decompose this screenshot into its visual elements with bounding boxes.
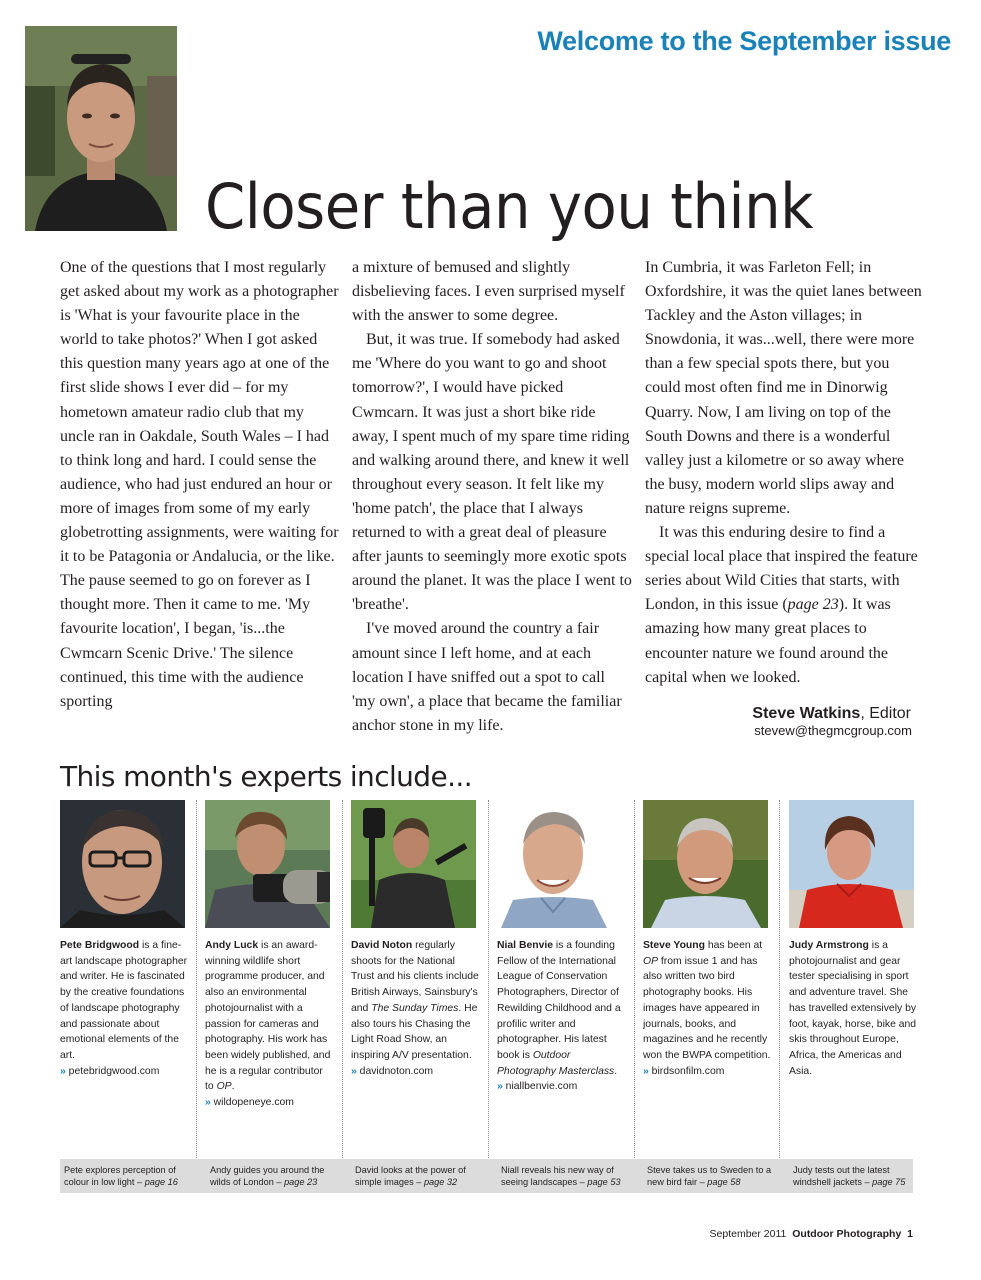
chevron-right-icon: » xyxy=(60,1065,66,1077)
article-paragraph: a mixture of bemused and slightly disbelieving faces. I even surprised myself with the answer to some degree. xyxy=(352,259,625,325)
expert-bio-text: is an award-winning wildlife short programme producer, and also an environmental photojournalist with a passion for cameras and photography. His work has been widely published, and he is a regular contributor to xyxy=(205,940,331,1093)
expert-link[interactable] xyxy=(351,1064,479,1080)
chevron-right-icon: » xyxy=(497,1081,503,1093)
expert-photo xyxy=(60,800,185,928)
teaser-text: Pete explores perception of colour in low light – xyxy=(64,1165,176,1187)
teaser-andy xyxy=(210,1165,338,1188)
page-footer xyxy=(710,1228,913,1240)
column-divider xyxy=(634,800,635,1192)
expert-bio-text: is a photojournalist and gear tester specialising in sport and adventure travel. She has travelled extensively by foot, kayak, horse, bike and skis throughout Europe, Africa, the Americas and Asia. xyxy=(789,940,917,1077)
article-paragraph: One of the questions that I most regularly get asked about my work as a photographer is 'What is your favourite place in the world to take photos?' When I got asked this question many years ago at one of the first slide shows I ever did – for my hometown amateur radio club that my uncle ran in Oakdale, South Wales – I had to think long and hard. I could sense the audience, who had just endured an hour or more of images from some of my early globetrotting assignments, were waiting for it to be Patagonia or Andalucia, or the like. The pause seemed to go on forever as I thought more. Then it came to me. 'My favourite location', I began, 'is...the Cwmcarn Scenic Drive.' The silence continued, this time with the audience sporting xyxy=(60,259,339,710)
footer-magazine: Outdoor Photography xyxy=(792,1228,902,1240)
column-divider xyxy=(779,800,780,1192)
article-column-2 xyxy=(352,256,632,738)
editor-name: Steve Watkins xyxy=(752,705,861,722)
expert-name: Nial Benvie xyxy=(497,940,554,951)
teaser-text: David looks at the power of simple images – xyxy=(355,1165,466,1187)
expert-bio-text: regularly shoots for the National Trust and his clients include British Airways, Sainsbury's and xyxy=(351,940,479,1014)
page-reference: page 23 xyxy=(787,596,839,614)
expert-bio-text: . He also tours his Chasing the Light Road Show, an inspiring A/V presentation. xyxy=(351,1002,478,1061)
expert-bio-text: . xyxy=(231,1081,235,1093)
expert-link-text[interactable]: petebridgwood.com xyxy=(68,1065,160,1077)
experts-heading: This month's experts include... xyxy=(60,760,473,793)
footer-date: September 2011 xyxy=(709,1228,787,1240)
paragraph-text: It was this enduring desire to find a special local place that inspired the feature series about Wild Cities that starts, with London, in this issue ( xyxy=(645,524,918,614)
expert-card-david xyxy=(351,800,479,1079)
article-paragraph: But, it was true. If somebody had asked me 'Where do you want to go and shoot tomorrow?', I would have picked Cwmcarn. It was just a short bike ride away, I spent much of my spare time riding and walking around there, and knew it well throughout every season. It felt like my 'home patch', the place that I always returned to with a great deal of pleasure after jaunts to seemingly more exotic spots around the planet. It was the place I went to 'breathe'. xyxy=(352,331,632,614)
expert-photo xyxy=(789,800,914,928)
teaser-pete xyxy=(64,1165,192,1188)
expert-bio xyxy=(60,938,188,1064)
article-paragraph xyxy=(645,521,925,690)
expert-link-text[interactable]: wildopeneye.com xyxy=(213,1097,294,1109)
teaser-david xyxy=(355,1165,483,1188)
expert-card-steve xyxy=(643,800,771,1079)
chevron-right-icon: » xyxy=(205,1097,211,1109)
teaser-judy xyxy=(793,1165,921,1188)
expert-name: Andy Luck xyxy=(205,940,259,951)
column-divider xyxy=(196,800,197,1192)
expert-bio-text: has been at xyxy=(704,940,763,951)
expert-card-andy xyxy=(205,800,333,1111)
chevron-right-icon: » xyxy=(351,1065,357,1077)
expert-bio-text: from issue 1 and has also written two bird photography books. His images have appeared in journals, books, and magazines and he recently won the BWPA competition. xyxy=(643,955,771,1061)
article-column-3 xyxy=(645,256,925,690)
issue-title: Welcome to the September issue xyxy=(537,26,951,56)
expert-link[interactable] xyxy=(205,1095,333,1111)
editor-email[interactable]: stevew@thegmcgroup.com xyxy=(754,723,912,738)
expert-bio-text: is a fine-art landscape photographer and writer. He is fascinated by the creative foundations of landscape photography and passionate about emotional elements of the art. xyxy=(60,940,188,1061)
teaser-steve xyxy=(647,1165,775,1188)
expert-photo xyxy=(205,800,330,928)
article-column-1 xyxy=(60,256,340,714)
teaser-text: Niall reveals his new way of seeing landscapes – xyxy=(501,1165,614,1187)
expert-photo xyxy=(351,800,476,928)
expert-bio-italic: The Sunday Times xyxy=(371,1002,459,1014)
teaser-page: page 32 xyxy=(423,1176,458,1187)
expert-card-judy xyxy=(789,800,917,1079)
expert-bio-text: . xyxy=(614,1065,618,1077)
article-paragraph: In Cumbria, it was Farleton Fell; in Oxfordshire, it was the quiet lanes between Tackley and the Aston villages; in Snowdonia, it was...well, there were more than a few special spots there, but you could most often find me in Dinorwig Quarry. Now, I am living on top of the South Downs and there is a wonderful valley just a kilometre or so away where the busy, modern world slips away and nature reigns supreme. xyxy=(645,259,922,517)
teaser-page: page 75 xyxy=(872,1176,906,1187)
teaser-text: Steve takes us to Sweden to a new bird fair – xyxy=(647,1165,772,1187)
expert-photo xyxy=(497,800,622,928)
teaser-page: page 53 xyxy=(587,1176,621,1187)
expert-bio-italic: Outdoor Photography Masterclass xyxy=(497,1049,615,1077)
expert-bio xyxy=(497,938,625,1079)
teaser-page: page 23 xyxy=(284,1176,318,1187)
column-divider xyxy=(342,800,343,1192)
expert-link[interactable] xyxy=(497,1079,625,1095)
expert-name: Pete Bridgwood xyxy=(60,940,140,951)
teaser-nial xyxy=(501,1165,629,1188)
expert-bio-italic: OP xyxy=(216,1081,232,1093)
expert-name: Steve Young xyxy=(643,940,705,951)
expert-bio xyxy=(205,938,333,1095)
teaser-text: Judy tests out the latest windshell jackets – xyxy=(793,1165,890,1187)
teaser-page: page 16 xyxy=(144,1176,178,1187)
expert-link-text[interactable]: birdsonfilm.com xyxy=(651,1065,725,1077)
editor-role: , Editor xyxy=(860,705,911,722)
paragraph-text: ). It was amazing how many great places to encounter nature we found around the capital when we looked. xyxy=(645,596,891,686)
expert-bio-italic: OP xyxy=(643,955,659,967)
article-paragraph: I've moved around the country a fair amount since I left home, and at each location I have sniffed out a spot to call 'my own', a place that became the familiar anchor stone in my life. xyxy=(352,620,622,734)
page-number: 1 xyxy=(907,1228,913,1240)
expert-card-nial xyxy=(497,800,625,1095)
expert-card-pete xyxy=(60,800,188,1079)
expert-bio-text: is a founding Fellow of the International League of Conservation Photographers, Director of Rewilding Childhood and a profilic writer and photographer. His latest book is xyxy=(497,940,621,1061)
expert-link[interactable] xyxy=(643,1064,771,1080)
expert-bio xyxy=(351,938,479,1064)
expert-link-text[interactable]: davidnoton.com xyxy=(359,1065,434,1077)
expert-name: David Noton xyxy=(351,940,413,951)
editor-signature xyxy=(752,705,911,723)
expert-bio xyxy=(789,938,917,1079)
expert-link[interactable] xyxy=(60,1064,188,1080)
expert-photo xyxy=(643,800,768,928)
expert-bio xyxy=(643,938,771,1064)
expert-link-text[interactable]: niallbenvie.com xyxy=(505,1081,578,1093)
teaser-text: Andy guides you around the wilds of London – xyxy=(210,1165,325,1187)
editor-photo xyxy=(25,26,177,231)
teaser-page: page 58 xyxy=(707,1176,741,1187)
column-divider xyxy=(488,800,489,1192)
headline: Closer than you think xyxy=(205,170,814,243)
expert-name: Judy Armstrong xyxy=(789,940,869,951)
chevron-right-icon: » xyxy=(643,1065,649,1077)
